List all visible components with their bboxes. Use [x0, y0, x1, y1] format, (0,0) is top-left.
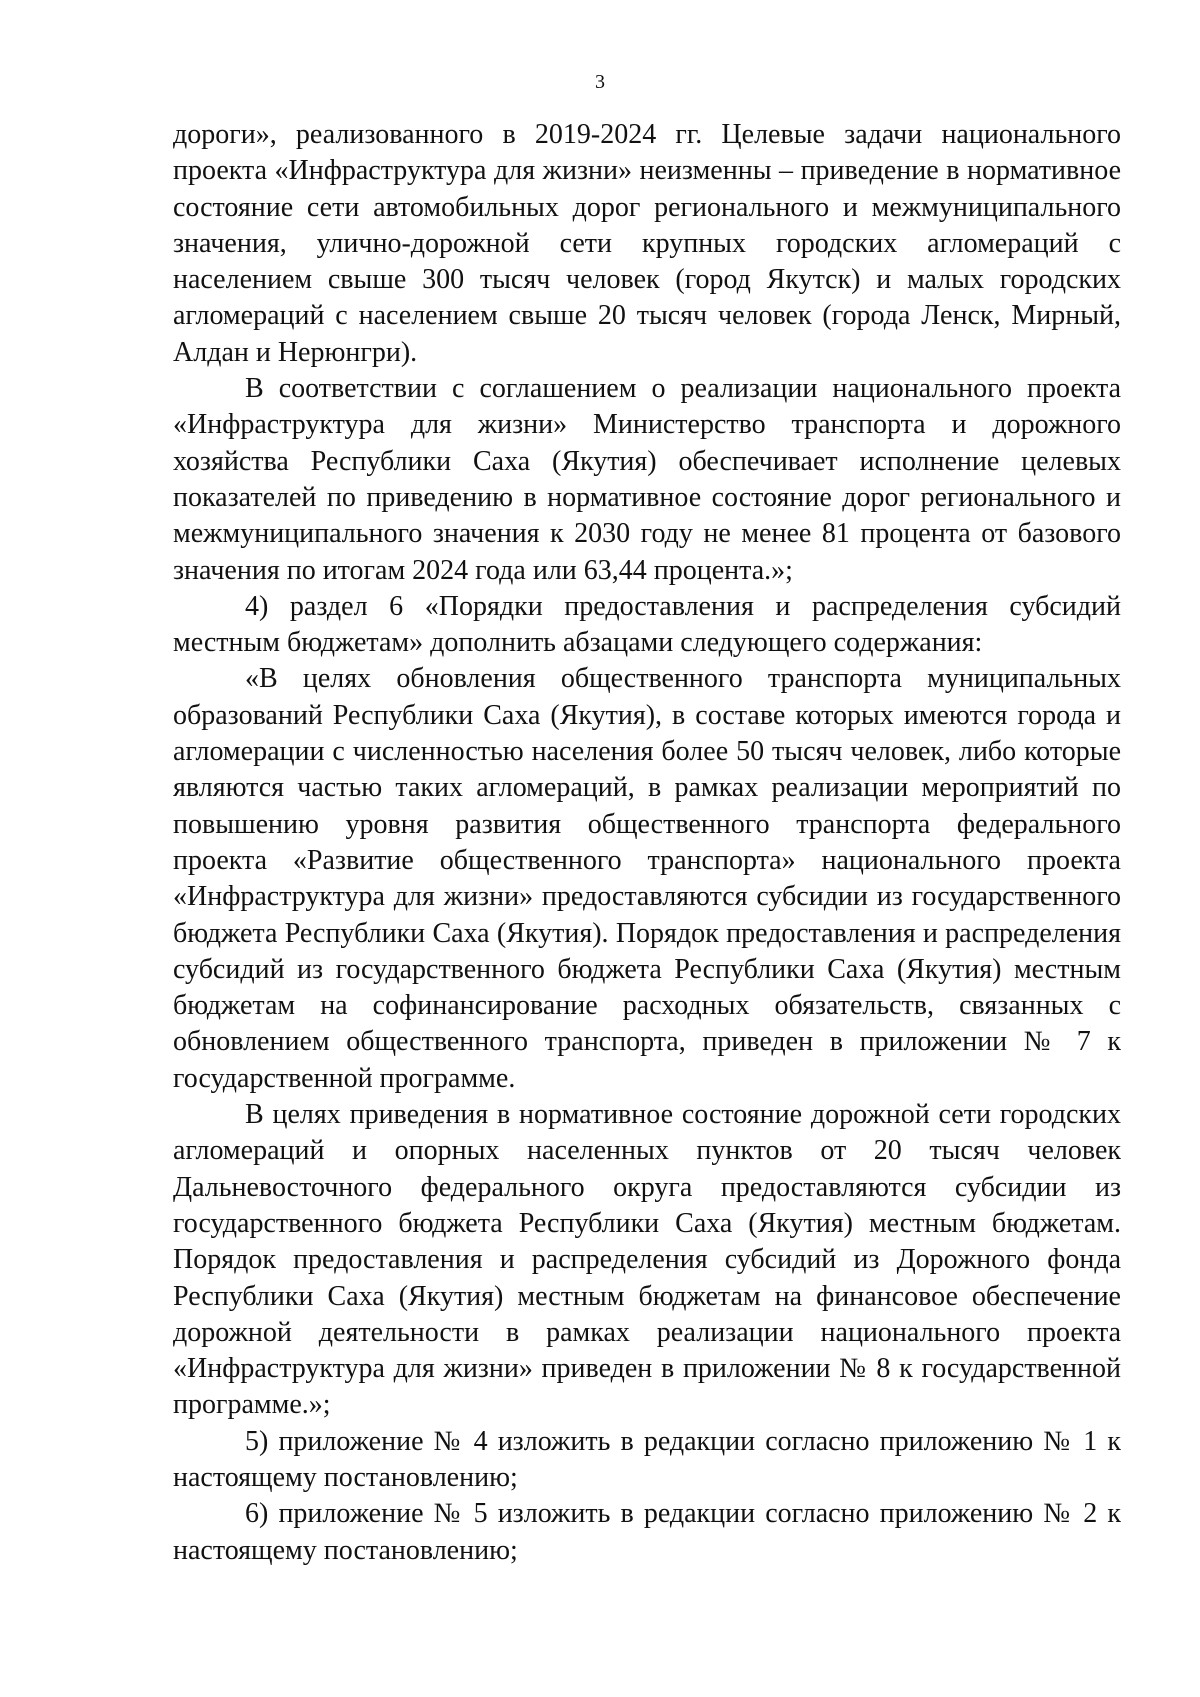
- paragraph-public-transport: «В целях обновления общественного транспорта муниципальных образований Республики Саха (Якутия), в составе которых имеются города и агломерации с численностью населения более 50 тысяч человек, либо которые являются частью таких агломераций, в рамках реализации мероприятий по повышению уровня развития общественного транспорта федерального проекта «Развитие общественного транспорта» национального проекта «Инфраструктура для жизни» предоставляются субсидии из государственного бюджета Республики Саха (Якутия). Порядок предоставления и распределения субсидий из государственного бюджета Республики Саха (Якутия) местным бюджетам на софинансирование расходных обязательств, связанных с обновлением общественного транспорта, приведен в приложении № 7 к государственной программе.: [173, 663, 1121, 1094]
- paragraph-continuation: дороги», реализованного в 2019-2024 гг. Целевые задачи национального проекта «Инфраструктура для жизни» неизменны – приведение в нормативное состояние сети автомобильных дорог регионального и межмуниципального значения, улично-дорожной сети крупных городских агломераций с населением свыше 300 тысяч человек (город Якутск) и малых городских агломераций с населением свыше 20 тысяч человек (города Ленск, Мирный, Алдан и Нерюнгри).: [173, 119, 1121, 368]
- page-number: 3: [595, 71, 605, 93]
- document-body: [173, 117, 1121, 1569]
- paragraph-item-6: 6) приложение № 5 изложить в редакции согласно приложению № 2 к настоящему постановлению;: [173, 1498, 1121, 1566]
- paragraph-road-network: В целях приведения в нормативное состояние дорожной сети городских агломераций и опорных населенных пунктов от 20 тысяч человек Дальневосточного федерального округа предоставляются субсидии из государственного бюджета Республики Саха (Якутия) местным бюджетам. Порядок предоставления и распределения субсидий из Дорожного фонда Республики Саха (Якутия) местным бюджетам на финансовое обеспечение дорожной деятельности в рамках реализации национального проекта «Инфраструктура для жизни» приведен в приложении № 8 к государственной программе.»;: [173, 1099, 1121, 1421]
- paragraph-item-5: 5) приложение № 4 изложить в редакции согласно приложению № 1 к настоящему постановлению;: [173, 1425, 1121, 1493]
- paragraph-item-4: 4) раздел 6 «Порядки предоставления и распределения субсидий местным бюджетам» дополнить абзацами следующего содержания:: [173, 590, 1121, 659]
- paragraph-agreement: В соответствии с соглашением о реализации национального проекта «Инфраструктура для жизни» Министерство транспорта и дорожного хозяйства Республики Саха (Якутия) обеспечивает исполнение целевых показателей по приведению в нормативное состояние дорог регионального и межмуниципального значения к 2030 году не менее 81 процента от базового значения по итогам 2024 года или 63,44 процента.»;: [173, 373, 1121, 586]
